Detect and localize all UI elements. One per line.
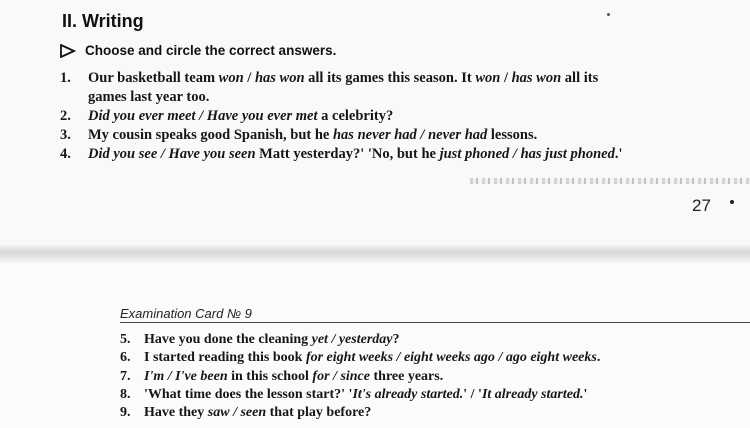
scan-noise — [470, 178, 750, 184]
option-separator: / — [327, 332, 339, 347]
question-number: 1. — [60, 70, 71, 86]
question-number: 9. — [120, 405, 131, 420]
question-2 — [60, 108, 393, 125]
ink-dot — [607, 13, 610, 16]
answer-option[interactable]: won — [218, 70, 244, 86]
option-separator: / — [500, 70, 512, 86]
question-number: 6. — [120, 350, 131, 365]
answer-option[interactable]: never had — [428, 127, 488, 143]
question-number: 7. — [120, 369, 131, 384]
question-text: . — [596, 350, 601, 365]
question-9 — [120, 404, 371, 421]
question-5 — [120, 331, 400, 348]
question-4 — [60, 146, 623, 163]
answer-option[interactable]: has won — [511, 70, 562, 86]
question-text: lessons. — [487, 127, 538, 143]
question-text: in this school — [227, 369, 313, 384]
answer-option[interactable]: seen — [240, 405, 267, 420]
answer-option[interactable]: Have you seen — [168, 146, 256, 162]
question-text: .' — [614, 146, 623, 162]
question-1 — [60, 70, 598, 87]
page-number: 27 — [692, 196, 711, 215]
option-separator: / — [329, 369, 341, 384]
question-1-continuation — [60, 89, 209, 106]
instruction-text: Choose and circle the correct answers. — [85, 43, 337, 58]
answer-option[interactable]: ago eight weeks — [505, 350, 597, 365]
answer-option[interactable]: has just phoned — [520, 146, 615, 162]
page-gap — [0, 245, 750, 263]
answer-option[interactable]: for — [312, 369, 330, 384]
question-text: Matt yesterday?' 'No, but he — [255, 146, 440, 162]
answer-option[interactable]: It already started. — [481, 387, 584, 402]
question-text: all its games this season. It — [304, 70, 476, 86]
question-text: Have you done the cleaning — [144, 332, 312, 347]
question-number: 5. — [120, 332, 131, 347]
answer-option[interactable]: since — [340, 369, 370, 384]
arrow-right-icon — [60, 44, 76, 58]
answer-option[interactable]: I've been — [175, 369, 228, 384]
section-title: II. Writing — [62, 11, 144, 31]
question-text: Our basketball team — [88, 70, 219, 86]
question-text: that play before? — [266, 405, 372, 420]
answer-option[interactable]: Did you ever meet — [88, 108, 196, 124]
answer-option[interactable]: I'm — [144, 369, 165, 384]
option-separator: / — [509, 146, 521, 162]
answer-option[interactable]: It's already started. — [352, 387, 464, 402]
question-text: all its — [561, 70, 599, 86]
question-number: 3. — [60, 127, 71, 143]
question-text: three years. — [370, 369, 444, 384]
option-separator: / — [195, 108, 207, 124]
question-text: ' — [583, 387, 588, 402]
question-text: a celebrity? — [317, 108, 394, 124]
answer-option[interactable]: won — [475, 70, 501, 86]
question-text: ? — [392, 332, 400, 347]
question-3 — [60, 127, 537, 144]
option-separator: / — [164, 369, 176, 384]
option-separator: / — [243, 70, 255, 86]
answer-option[interactable]: yet — [311, 332, 328, 347]
option-separator: / — [157, 146, 169, 162]
divider — [120, 322, 750, 323]
option-separator: ' / ' — [463, 387, 482, 402]
question-text: My cousin speaks good Spanish, but he — [88, 127, 333, 143]
question-number: 8. — [120, 387, 131, 402]
question-6 — [120, 349, 600, 366]
answer-option[interactable]: Have you ever met — [206, 108, 318, 124]
question-number: 4. — [60, 146, 71, 162]
question-7 — [120, 368, 443, 385]
card-title: Examination Card № 9 — [120, 306, 252, 321]
answer-option[interactable]: just phoned — [439, 146, 510, 162]
answer-option[interactable]: yesterday — [338, 332, 393, 347]
option-separator: / — [393, 350, 404, 365]
answer-option[interactable]: has never had — [332, 127, 417, 143]
question-number: 2. — [60, 108, 71, 124]
instruction-line — [60, 43, 336, 58]
option-separator: / — [416, 127, 429, 143]
answer-option[interactable]: for eight weeks — [305, 350, 394, 365]
ink-dot — [730, 200, 734, 204]
answer-option[interactable]: has won — [254, 70, 305, 86]
option-separator: / — [229, 405, 241, 420]
question-text: games last year too. — [88, 89, 210, 105]
question-text: 'What time does the lesson start?' ' — [144, 387, 353, 402]
question-text: Have they — [144, 405, 208, 420]
answer-option[interactable]: eight weeks ago — [403, 350, 495, 365]
question-8 — [120, 386, 587, 403]
question-text: I started reading this book — [144, 350, 306, 365]
option-separator: / — [494, 350, 506, 365]
answer-option[interactable]: Did you see — [88, 146, 158, 162]
answer-option[interactable]: saw — [207, 405, 230, 420]
